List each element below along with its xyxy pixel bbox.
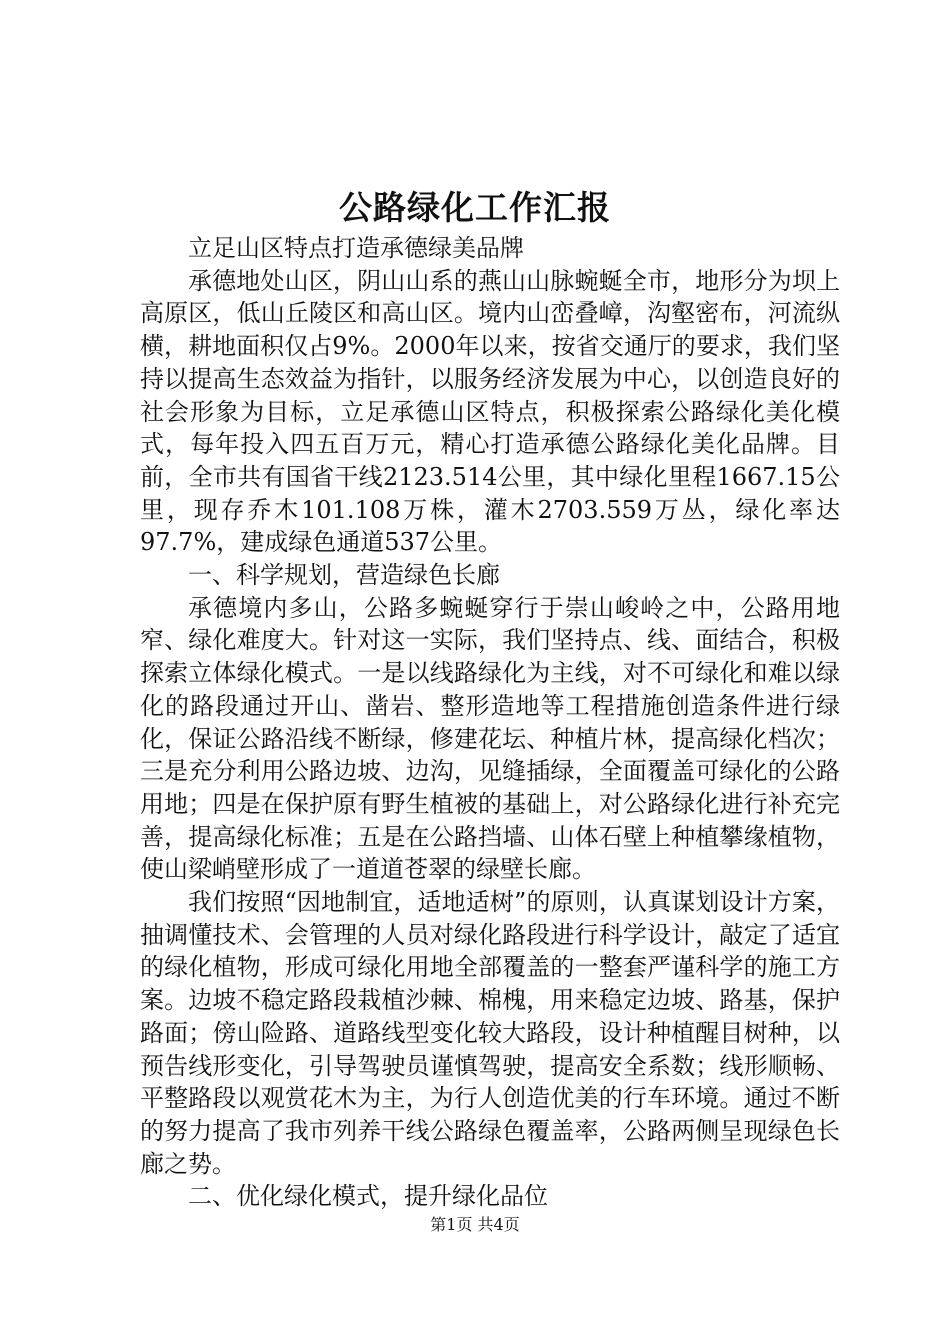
paragraph-section-1b: 我们按照“因地制宜，适地适树”的原则，认真谋划设计方案，抽调懂技术、会管理的人员对绿化路段进行科学设计，敲定了适宜的绿化植物，形成可绿化用地全部覆盖的一整套严谨科学的施工方案。边坡不稳定路段栽植沙棘、棉槐，用来稳定边坡、路基，保护路面；傍山险路、道路线型变化较大路段，设计种植醒目树种，以预告线形变化，引导驾驶员谨慎驾驶，提高安全系数；线形顺畅、平整路段以观赏花木为主，为行人创造优美的行车环境。通过不断的努力提高了我市列养干线公路绿色覆盖率，公路两侧呈现绿色长廊之势。 — [140, 888, 840, 1178]
document-body — [140, 232, 840, 1213]
paragraph-section-1a: 承德境内多山，公路多蜿蜒穿行于崇山峻岭之中，公路用地窄、绿化难度大。针对这一实际，我们坚持点、线、面结合，积极探索立体绿化模式。一是以线路绿化为主线，对不可绿化和难以绿化的路段通过开山、凿岩、整形造地等工程措施创造条件进行绿化，保证公路沿线不断绿，修建花坛、种植片林，提高绿化档次；三是充分利用公路边坡、边沟，见缝插绿，全面覆盖可绿化的公路用地；四是在保护原有野生植被的基础上，对公路绿化进行补充完善，提高绿化标准；五是在公路挡墙、山体石壁上种植攀缘植物，使山梁峭壁形成了一道道苍翠的绿壁长廊。 — [140, 593, 840, 884]
document-title: 公路绿化工作汇报 — [339, 188, 611, 227]
section-heading-2: 二、优化绿化模式，提升绿化品位 — [188, 1182, 548, 1211]
page-footer: 第1页 共4页 — [430, 1215, 520, 1234]
section-heading-1: 一、科学规划，营造绿色长廊 — [188, 561, 500, 590]
paragraph-intro: 承德地处山区，阴山山系的燕山山脉蜿蜒全市，地形分为坝上高原区，低山丘陵区和高山区。境内山峦叠嶂，沟壑密布，河流纵横，耕地面积仅占9%。2000年以来，按省交通厅的要求，我们坚持以提高生态效益为指针，以服务经济发展为中心，以创造良好的社会形象为目标，立足承德山区特点，积极探索公路绿化美化模式，每年投入四五百万元，精心打造承德公路绿化美化品牌。目前，全市共有国省干线2123.514公里，其中绿化里程1667.15公里，现存乔木101.108万株，灌木2703.559万丛，绿化率达97.7%，建成绿色通道537公里。 — [140, 266, 840, 557]
paragraph-subtitle: 立足山区特点打造承德绿美品牌 — [188, 234, 524, 262]
